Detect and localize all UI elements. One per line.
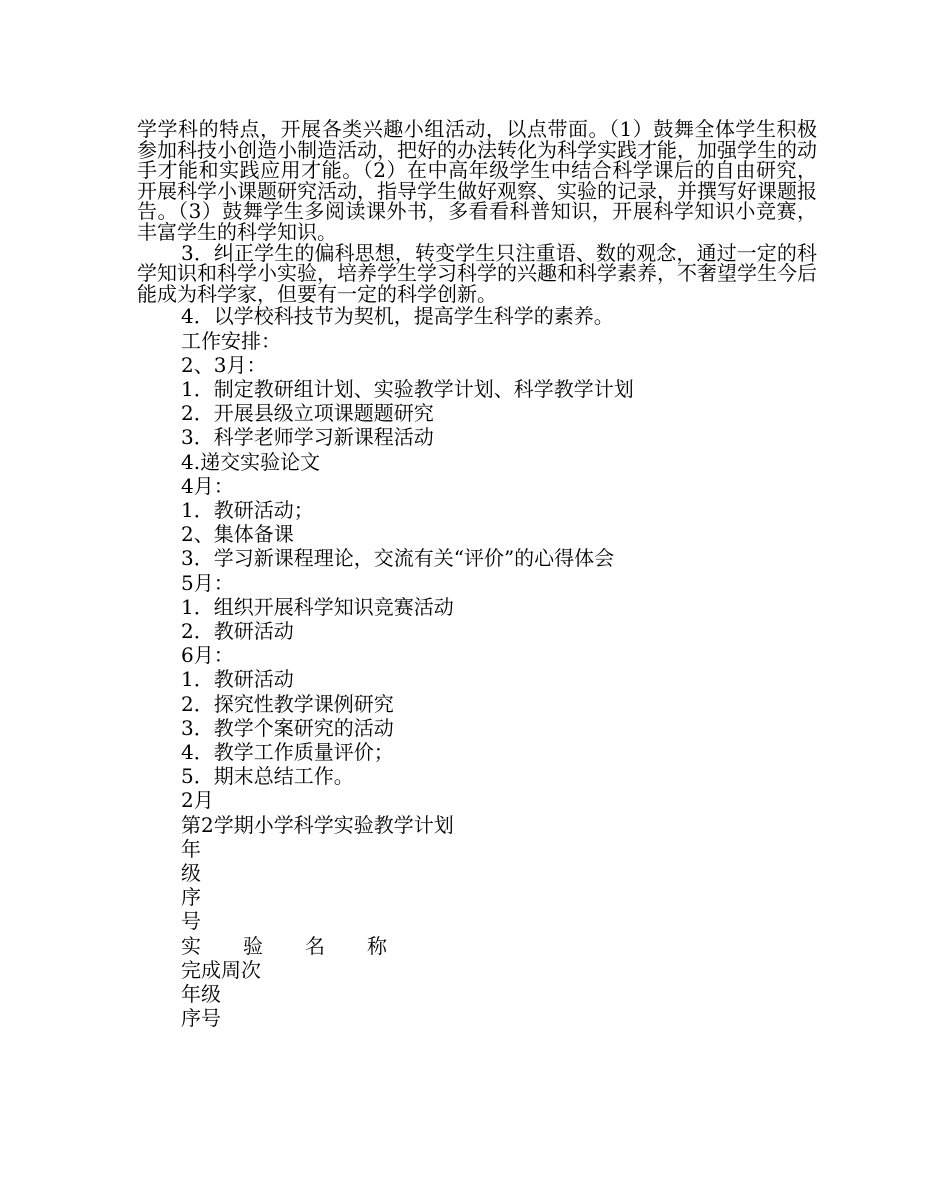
list-item: 1．组织开展科学知识竞赛活动: [181, 594, 454, 619]
table-header-cell: 序号: [181, 1006, 221, 1031]
list-item: 2．教研活动: [181, 618, 294, 643]
list-item: 1．教研活动；: [181, 497, 314, 522]
list-item: 4．教学工作质量评价；: [181, 740, 394, 764]
list-item: 2、集体备课: [181, 522, 294, 547]
table-header-cell: 级: [181, 861, 201, 886]
list-item: 3．科学老师学习新课程活动: [181, 425, 434, 450]
table-header-cell: 序: [181, 885, 201, 910]
list-item: 2．探究性教学课例研究: [181, 691, 394, 716]
table-header-cell: 号: [181, 909, 201, 934]
list-item: 1．制定教研组计划、实验教学计划、科学教学计划: [181, 376, 634, 401]
list-item: 2．开展县级立项课题题研究: [181, 401, 434, 426]
table-header-cell: 年级: [181, 982, 221, 1007]
list-item: 4.递交实验论文: [181, 449, 321, 474]
document-body: [137, 119, 817, 1030]
list-item: 5．期末总结工作。: [181, 764, 354, 789]
list-item: 3．学习新课程理论，交流有关“评价”的心得体会: [181, 546, 615, 571]
date-label: 2月: [181, 788, 214, 813]
list-item: 3．教学个案研究的活动: [181, 715, 394, 740]
month-heading: 4月：: [181, 473, 234, 498]
table-header-cell: 实验名称: [181, 933, 429, 958]
list-item: 1．教研活动: [181, 667, 294, 692]
body-paragraph: 3．纠正学生的偏科思想，转变学生只注重语、数的观念，通过一定的科学知识和科学小实验，培养学生学习科学的兴趣和科学素养，不奢望学生今后能成为科学家，但要有一定的科学创新。: [137, 240, 817, 306]
table-header-cell: 完成周次: [181, 957, 261, 982]
month-heading: 2、3月：: [181, 352, 267, 377]
body-paragraph: 学学科的特点，开展各类兴趣小组活动，以点带面。（1）鼓舞全体学生积极参加科技小创造小制造活动，把好的办法转化为科学实践才能，加强学生的动手才能和实践应用才能。（2）在中高年级学生中结合科学课后的自由研究，开展科学小课题研究活动，指导学生做好观察、实验的记录，并撰写好课题报告。（3）鼓舞学生多阅读课外书，多看看科普知识，开展科学知识小竞赛，丰富学生的科学知识。: [137, 117, 817, 244]
table-title: 第2学期小学科学实验教学计划: [181, 812, 454, 837]
month-heading: 6月：: [181, 643, 234, 668]
section-heading: 工作安排：: [181, 328, 281, 353]
text-line: 4．以学校科技节为契机，提高学生科学的素养。: [181, 304, 614, 329]
table-header-cell: 年: [181, 836, 201, 861]
month-heading: 5月：: [181, 570, 234, 595]
